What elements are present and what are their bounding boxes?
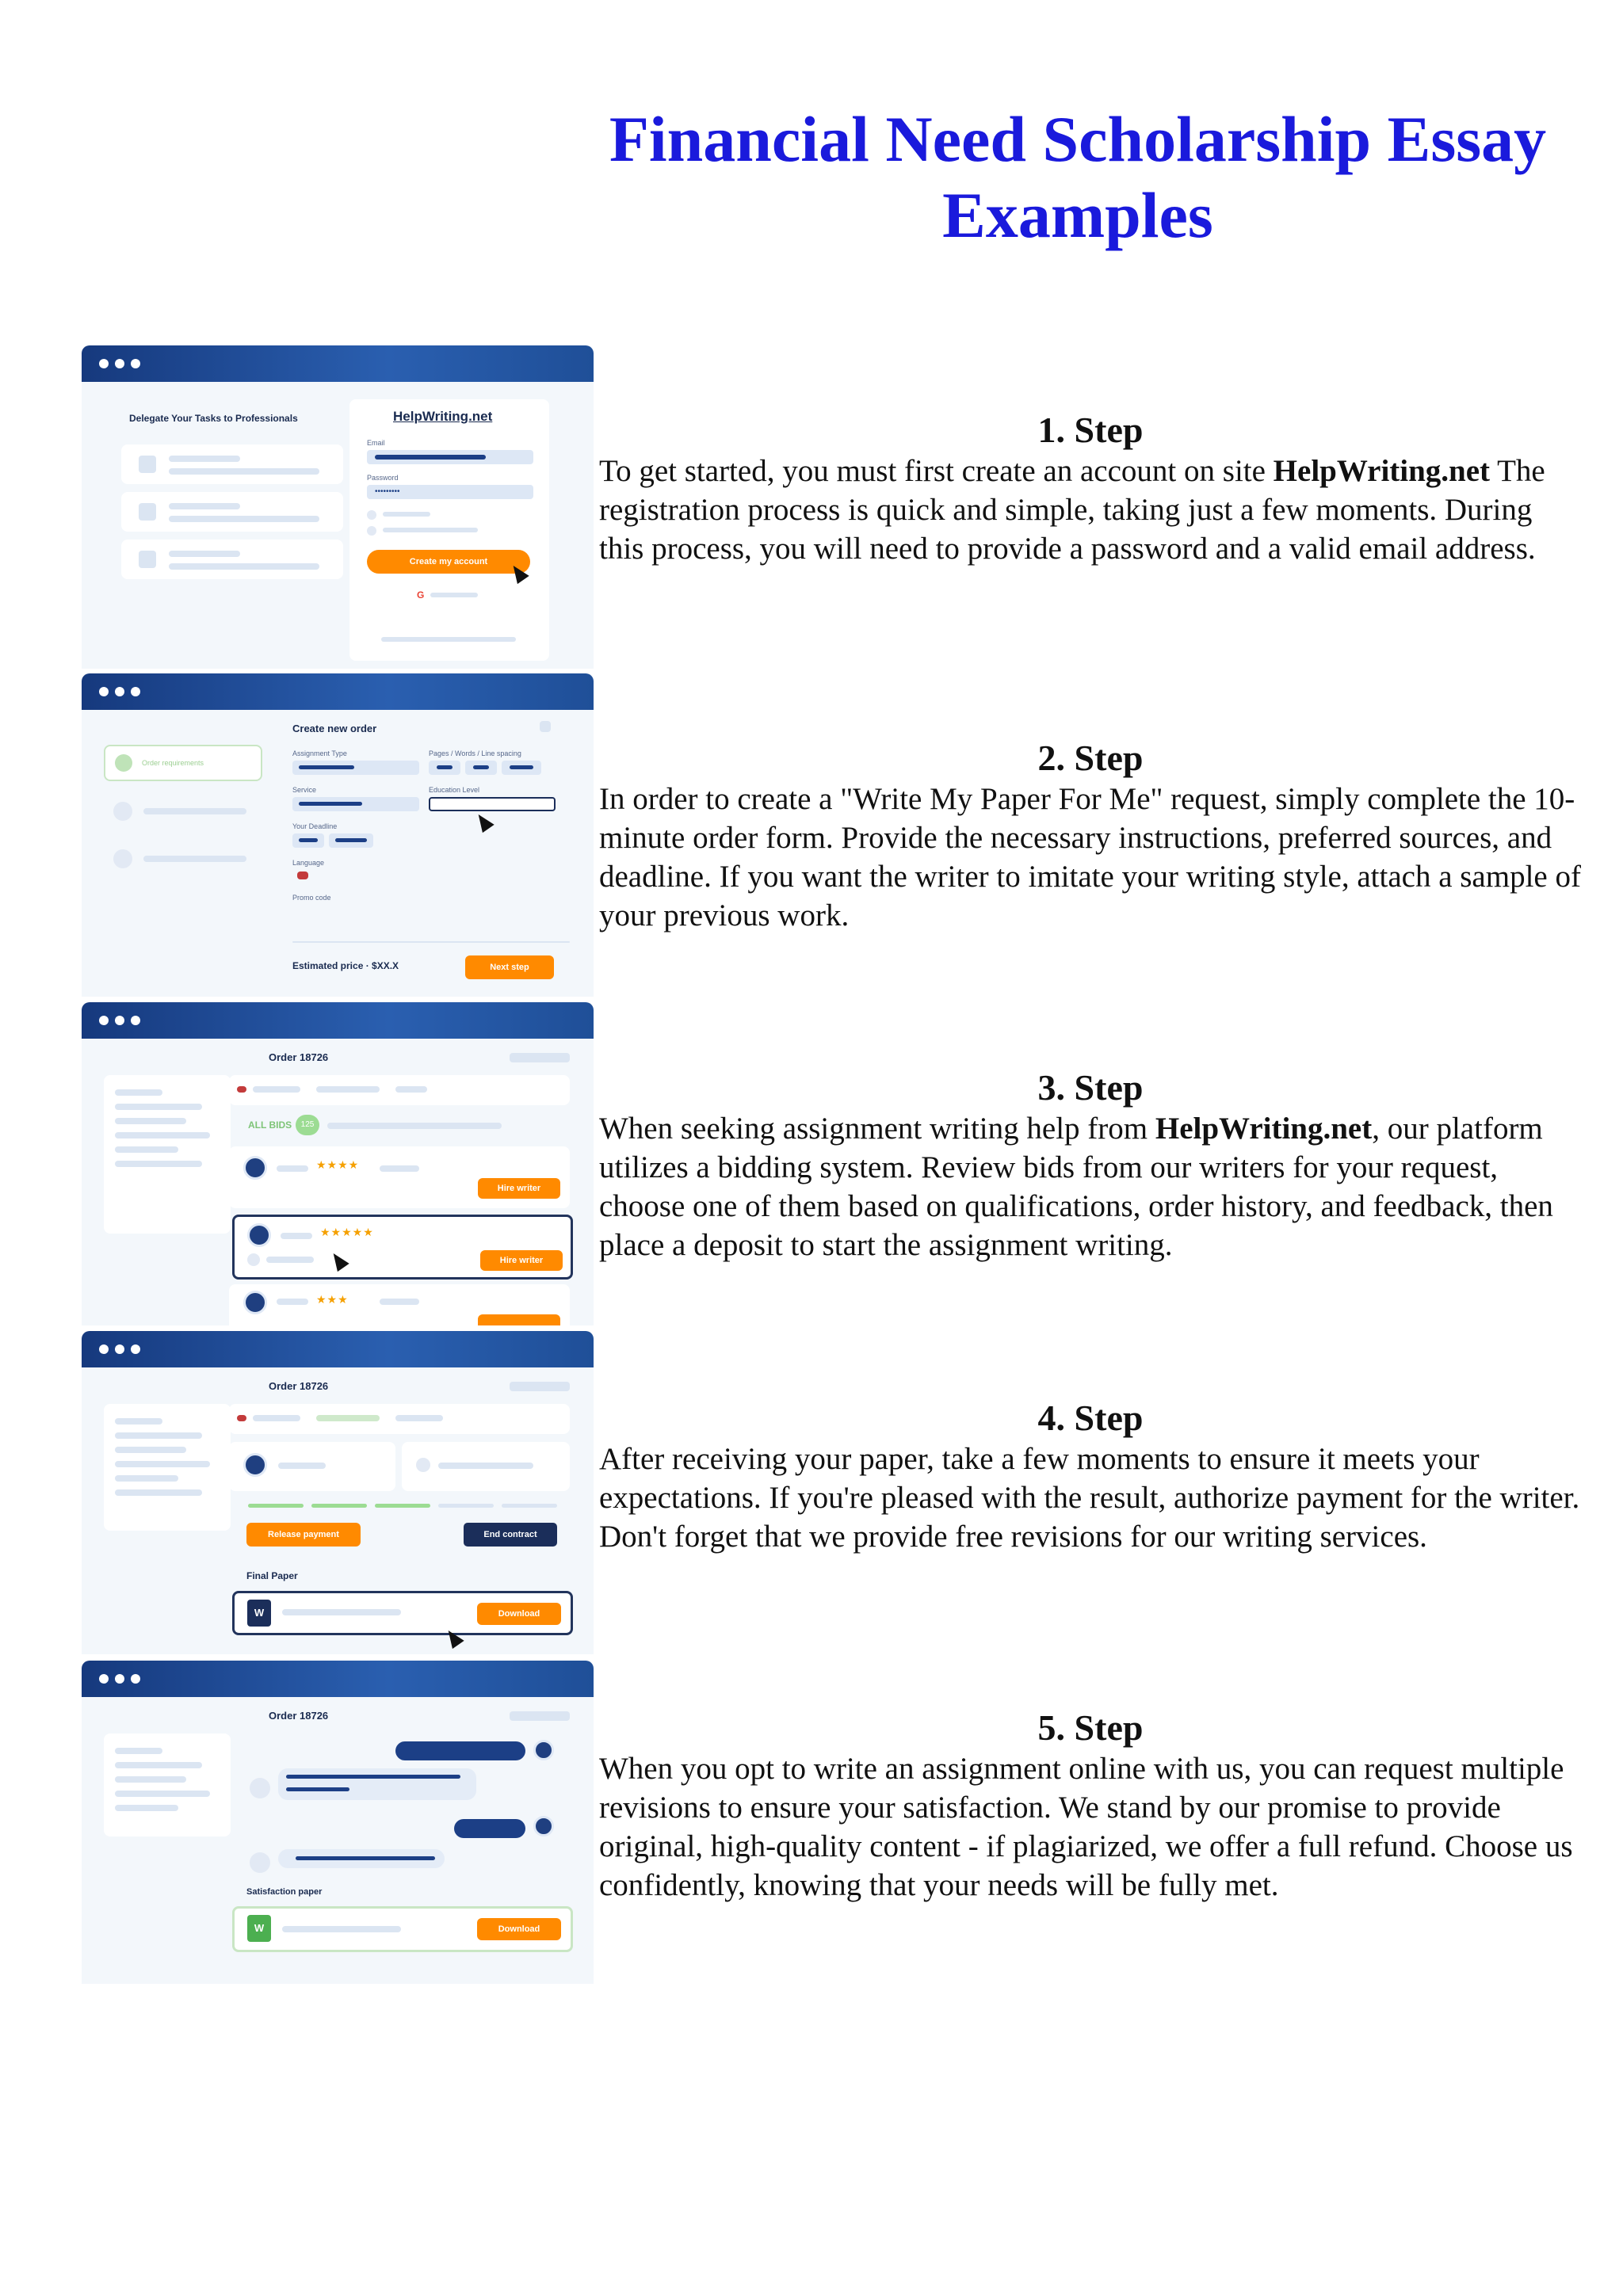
spacing-input[interactable] xyxy=(502,761,541,775)
writer-avatar xyxy=(247,1223,271,1247)
satisfaction-paper-label: Satisfaction paper xyxy=(246,1887,323,1897)
window-dot xyxy=(131,1674,140,1684)
assignment-type-select[interactable] xyxy=(292,761,419,775)
step-2-text xyxy=(599,737,1582,935)
estimated-price: Estimated price · $XX.X xyxy=(292,960,399,971)
step-4-screenshot xyxy=(82,1331,594,1654)
deadline-date[interactable] xyxy=(292,833,324,848)
bid-count-badge: 125 xyxy=(296,1115,319,1135)
cursor-icon xyxy=(327,1249,349,1272)
helpwriting-logo: HelpWriting.net xyxy=(393,409,493,424)
google-icon: G xyxy=(417,589,425,601)
window-dot xyxy=(99,687,109,696)
step-heading: 1. Step xyxy=(1037,410,1144,450)
support-card xyxy=(402,1442,570,1491)
brand-link[interactable]: HelpWriting.net xyxy=(1155,1112,1373,1146)
all-bids-label: ALL BIDS xyxy=(248,1119,292,1131)
email-input[interactable] xyxy=(367,450,533,464)
writer-bid-row-selected[interactable] xyxy=(232,1215,573,1280)
deadline-time[interactable] xyxy=(329,833,373,848)
step-3-screenshot xyxy=(82,1002,594,1325)
page-title: Financial Need Scholarship Essay Examples xyxy=(609,103,1547,251)
step-heading: 2. Step xyxy=(1037,738,1144,778)
signup-form xyxy=(349,399,549,661)
window-dot xyxy=(115,687,124,696)
order-sidebar xyxy=(104,1733,231,1836)
step-body: When you opt to write an assignment online with us, you can request multiple revisions to ensure your satisfaction. We stand by our promise to provide original, high-quality content - if plagiarized, we offer a full refund. Choose us confidently, knowing that your needs will be fully met. xyxy=(599,1752,1573,1902)
password-input[interactable]: ••••••••• xyxy=(367,485,533,499)
hire-writer-button[interactable]: Hire writer xyxy=(480,1250,563,1271)
window-title-bar xyxy=(82,673,594,710)
step-body: When seeking assignment writing help from HelpWriting.net, our platform utilizes a bidding system. Review bids from our writers for your request, choose one of them based on qualifications, order history, and feedback, then place a deposit to start the assignment writing. xyxy=(599,1112,1553,1262)
window-title-bar xyxy=(82,1331,594,1367)
step-heading: 3. Step xyxy=(1037,1067,1144,1108)
hire-writer-button[interactable]: Hire writer xyxy=(478,1178,560,1199)
education-level-select[interactable] xyxy=(429,797,556,811)
window-dot xyxy=(131,1016,140,1025)
order-sidebar xyxy=(104,1404,231,1531)
brand-link[interactable]: HelpWriting.net xyxy=(1273,454,1491,488)
step-2-screenshot xyxy=(82,673,594,997)
rating-stars-icon: ★★★★ xyxy=(316,1159,360,1172)
download-button[interactable]: Download xyxy=(477,1603,561,1625)
step-body: To get started, you must first create an account on site HelpWriting.net The registration process is quick and simple, taking just a few moments. During this process, you will need to provide a password and a valid email address. xyxy=(599,454,1545,566)
writer-avatar xyxy=(243,1453,267,1477)
window-dot xyxy=(131,1344,140,1354)
final-paper-file[interactable] xyxy=(232,1591,573,1635)
chat-thread xyxy=(229,1733,570,1900)
password-label: Password xyxy=(367,474,399,482)
flag-icon xyxy=(297,871,308,879)
step-5-text xyxy=(599,1707,1582,1905)
order-number: Order 18726 xyxy=(269,1051,329,1063)
sidebar-item-order-requirements[interactable]: Order requirements xyxy=(104,745,262,781)
step-body: After receiving your paper, take a few moments to ensure it meets your expectations. If you're pleased with the result, authorize payment for the writer. Don't forget that we provide free revisions for our writing services. xyxy=(599,1442,1580,1554)
window-dot xyxy=(99,1344,109,1354)
chat-message-out xyxy=(395,1741,525,1760)
order-details-strip xyxy=(229,1404,570,1434)
step-3-text xyxy=(599,1066,1582,1264)
rating-stars-icon: ★★★ xyxy=(316,1294,349,1306)
cursor-icon xyxy=(472,810,494,833)
hire-writer-button[interactable] xyxy=(478,1314,560,1325)
window-dot xyxy=(99,1674,109,1684)
window-dot xyxy=(99,359,109,368)
order-sidebar xyxy=(104,1075,231,1234)
writer-avatar xyxy=(533,1816,554,1836)
window-dot xyxy=(99,1016,109,1025)
words-input[interactable] xyxy=(465,761,497,775)
window-title-bar xyxy=(82,1661,594,1697)
delegate-heading: Delegate Your Tasks to Professionals xyxy=(129,413,298,424)
word-document-icon: W xyxy=(247,1600,271,1627)
service-select[interactable] xyxy=(292,797,419,811)
order-number: Order 18726 xyxy=(269,1710,329,1722)
feature-row xyxy=(121,492,343,532)
pages-input[interactable] xyxy=(429,761,460,775)
window-dot xyxy=(115,1674,124,1684)
writer-avatar xyxy=(243,1156,267,1180)
rating-stars-icon: ★★★★★ xyxy=(320,1226,374,1239)
chat-message-out xyxy=(454,1819,525,1838)
create-order-heading: Create new order xyxy=(292,723,377,734)
writer-bid-row xyxy=(229,1146,570,1208)
email-label: Email xyxy=(367,439,385,447)
word-document-icon: W xyxy=(247,1915,271,1942)
writer-avatar xyxy=(243,1291,267,1314)
chat-message-in xyxy=(278,1768,476,1800)
end-contract-button[interactable]: End contract xyxy=(464,1523,557,1547)
window-dot xyxy=(131,687,140,696)
release-payment-button[interactable]: Release payment xyxy=(246,1523,361,1547)
writer-avatar xyxy=(533,1740,554,1760)
step-4-text xyxy=(599,1397,1582,1556)
download-button[interactable]: Download xyxy=(477,1918,561,1940)
order-form: Create new order Assignment Type Pages / Words / Line spacing Service Education Level Your Deadline Language Promo code Estimated price · $XX.X Next step xyxy=(280,715,581,992)
next-step-button[interactable]: Next step xyxy=(465,955,554,979)
step-1-text xyxy=(599,409,1582,568)
writer-bid-row xyxy=(229,1284,570,1325)
feature-row xyxy=(121,540,343,579)
window-dot xyxy=(115,1016,124,1025)
window-title-bar xyxy=(82,1002,594,1039)
window-title-bar xyxy=(82,345,594,382)
step-1-screenshot xyxy=(82,345,594,669)
satisfaction-paper-file[interactable] xyxy=(232,1906,573,1952)
order-details-strip xyxy=(229,1075,570,1105)
create-account-button[interactable]: Create my account xyxy=(367,550,530,574)
window-dot xyxy=(115,1344,124,1354)
chat-message-in xyxy=(278,1849,445,1868)
step-body: In order to create a "Write My Paper For Me" request, simply complete the 10-minute order form. Provide the necessary instructions, preferred sources, and deadline. If you want the writer to imitate your writing style, attach a sample of your previous work. xyxy=(599,782,1581,933)
window-dot xyxy=(115,359,124,368)
order-number: Order 18726 xyxy=(269,1380,329,1392)
final-paper-label: Final Paper xyxy=(246,1570,298,1581)
feature-row xyxy=(121,444,343,484)
step-heading: 4. Step xyxy=(1037,1398,1144,1438)
step-heading: 5. Step xyxy=(1037,1707,1144,1748)
writer-card xyxy=(229,1442,395,1491)
window-dot xyxy=(131,359,140,368)
step-5-screenshot xyxy=(82,1661,594,1984)
